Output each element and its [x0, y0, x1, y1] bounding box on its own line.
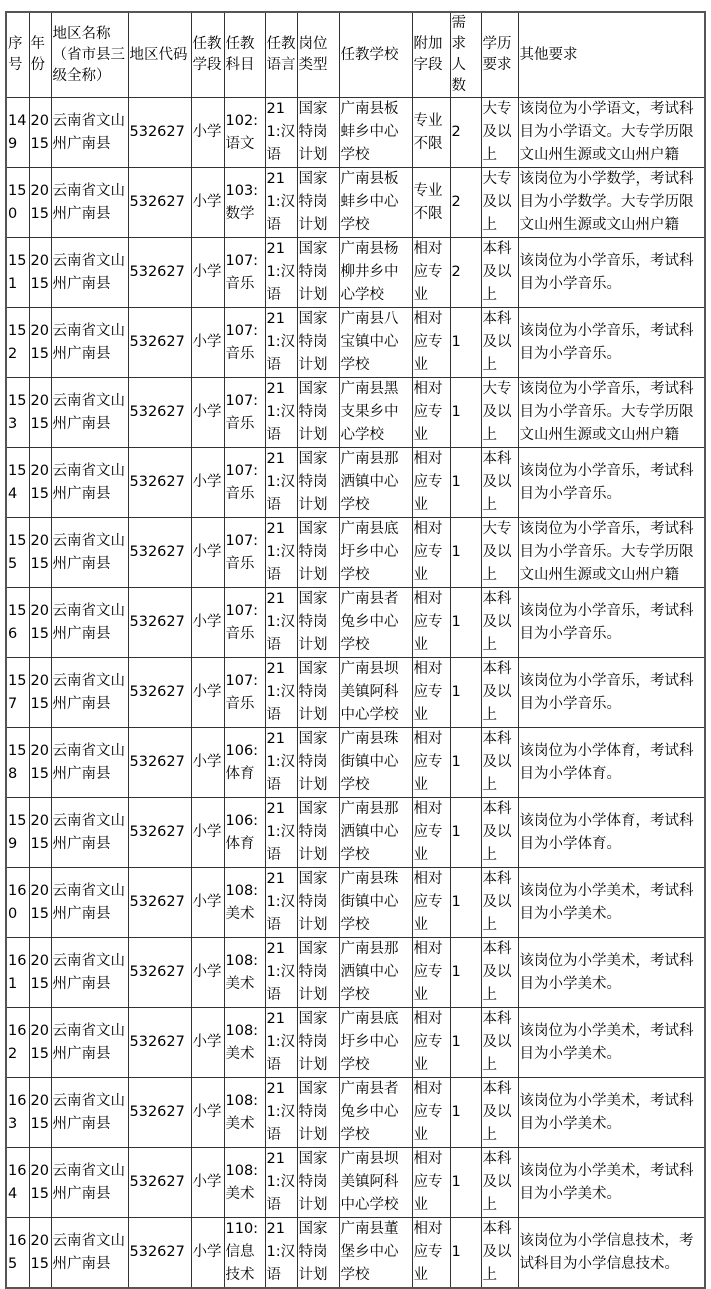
cell-year: 2015 [29, 1078, 51, 1148]
cell-stage: 小学 [191, 1218, 224, 1289]
cell-extra-field: 专业不限 [412, 168, 450, 238]
cell-language: 211:汉语 [265, 1148, 297, 1218]
cell-subject: 108:美术 [224, 938, 265, 1008]
cell-post-type: 国家特岗计划 [297, 518, 339, 588]
cell-region-name: 云南省文山州广南县 [51, 1148, 128, 1218]
header-seq: 序号 [6, 12, 29, 98]
cell-language: 211:汉语 [265, 1078, 297, 1148]
cell-year: 2015 [29, 1218, 51, 1289]
cell-headcount: 2 [450, 168, 481, 238]
header-other-requirements: 其他要求 [518, 12, 705, 98]
table-body [6, 12, 705, 1288]
cell-headcount: 1 [450, 378, 481, 448]
cell-language: 211:汉语 [265, 798, 297, 868]
header-school: 任教学校 [339, 12, 412, 98]
cell-extra-field: 相对应专业 [412, 868, 450, 938]
cell-post-type: 国家特岗计划 [297, 938, 339, 1008]
cell-language: 211:汉语 [265, 308, 297, 378]
cell-region-name: 云南省文山州广南县 [51, 868, 128, 938]
cell-other-requirements: 该岗位为小学美术，考试科目为小学美术。 [518, 1008, 705, 1078]
cell-education: 本科及以上 [481, 938, 518, 1008]
cell-language: 211:汉语 [265, 168, 297, 238]
table-row [6, 588, 705, 658]
cell-language: 211:汉语 [265, 448, 297, 518]
cell-seq: 153 [6, 378, 29, 448]
cell-post-type: 国家特岗计划 [297, 658, 339, 728]
header-headcount: 需求人数 [450, 12, 481, 98]
cell-headcount: 1 [450, 798, 481, 868]
table-row [6, 868, 705, 938]
cell-region-name: 云南省文山州广南县 [51, 518, 128, 588]
cell-other-requirements: 该岗位为小学音乐，考试科目为小学音乐。 [518, 658, 705, 728]
cell-year: 2015 [29, 1148, 51, 1218]
cell-language: 211:汉语 [265, 658, 297, 728]
table-row [6, 168, 705, 238]
cell-headcount: 1 [450, 728, 481, 798]
cell-subject: 107:音乐 [224, 238, 265, 308]
cell-education: 大专及以上 [481, 378, 518, 448]
cell-education: 大专及以上 [481, 168, 518, 238]
cell-stage: 小学 [191, 518, 224, 588]
table-row [6, 378, 705, 448]
cell-stage: 小学 [191, 728, 224, 798]
cell-seq: 158 [6, 728, 29, 798]
cell-subject: 108:美术 [224, 1078, 265, 1148]
cell-seq: 159 [6, 798, 29, 868]
cell-region-name: 云南省文山州广南县 [51, 1008, 128, 1078]
cell-stage: 小学 [191, 798, 224, 868]
cell-post-type: 国家特岗计划 [297, 238, 339, 308]
cell-subject: 107:音乐 [224, 588, 265, 658]
cell-extra-field: 专业不限 [412, 98, 450, 168]
cell-seq: 164 [6, 1148, 29, 1218]
cell-year: 2015 [29, 168, 51, 238]
cell-language: 211:汉语 [265, 728, 297, 798]
cell-seq: 157 [6, 658, 29, 728]
cell-headcount: 2 [450, 238, 481, 308]
cell-stage: 小学 [191, 168, 224, 238]
cell-subject: 103:数学 [224, 168, 265, 238]
cell-headcount: 1 [450, 1148, 481, 1218]
cell-school: 广南县珠街镇中心学校 [339, 868, 412, 938]
header-post-type: 岗位类型 [297, 12, 339, 98]
header-region-code: 地区代码 [128, 12, 191, 98]
cell-headcount: 1 [450, 448, 481, 518]
cell-school: 广南县者兔乡中心学校 [339, 1078, 412, 1148]
cell-region-name: 云南省文山州广南县 [51, 168, 128, 238]
cell-year: 2015 [29, 1008, 51, 1078]
cell-region-code: 532627 [128, 98, 191, 168]
cell-region-name: 云南省文山州广南县 [51, 1218, 128, 1289]
cell-post-type: 国家特岗计划 [297, 798, 339, 868]
cell-region-name: 云南省文山州广南县 [51, 658, 128, 728]
cell-other-requirements: 该岗位为小学音乐，考试科目为小学音乐。 [518, 448, 705, 518]
cell-extra-field: 相对应专业 [412, 238, 450, 308]
cell-school: 广南县黑支果乡中心学校 [339, 378, 412, 448]
table-row [6, 798, 705, 868]
cell-year: 2015 [29, 378, 51, 448]
cell-education: 本科及以上 [481, 448, 518, 518]
cell-post-type: 国家特岗计划 [297, 1148, 339, 1218]
cell-extra-field: 相对应专业 [412, 798, 450, 868]
cell-school: 广南县坝美镇阿科中心学校 [339, 658, 412, 728]
cell-other-requirements: 该岗位为小学音乐，考试科目为小学音乐。大专学历限文山州生源或文山州户籍 [518, 518, 705, 588]
cell-education: 本科及以上 [481, 1078, 518, 1148]
table-row [6, 658, 705, 728]
cell-subject: 107:音乐 [224, 658, 265, 728]
cell-school: 广南县杨柳井乡中心学校 [339, 238, 412, 308]
cell-stage: 小学 [191, 1008, 224, 1078]
cell-year: 2015 [29, 588, 51, 658]
table-row [6, 938, 705, 1008]
cell-seq: 154 [6, 448, 29, 518]
cell-seq: 149 [6, 98, 29, 168]
cell-extra-field: 相对应专业 [412, 308, 450, 378]
cell-stage: 小学 [191, 588, 224, 658]
cell-region-code: 532627 [128, 518, 191, 588]
cell-year: 2015 [29, 868, 51, 938]
cell-school: 广南县董堡乡中心学校 [339, 1218, 412, 1289]
cell-seq: 163 [6, 1078, 29, 1148]
cell-region-name: 云南省文山州广南县 [51, 938, 128, 1008]
cell-other-requirements: 该岗位为小学音乐，考试科目为小学音乐。 [518, 238, 705, 308]
cell-region-name: 云南省文山州广南县 [51, 98, 128, 168]
cell-post-type: 国家特岗计划 [297, 868, 339, 938]
cell-seq: 155 [6, 518, 29, 588]
cell-region-code: 532627 [128, 168, 191, 238]
cell-post-type: 国家特岗计划 [297, 378, 339, 448]
cell-education: 本科及以上 [481, 1008, 518, 1078]
cell-seq: 150 [6, 168, 29, 238]
header-education: 学历要求 [481, 12, 518, 98]
cell-language: 211:汉语 [265, 238, 297, 308]
cell-headcount: 1 [450, 588, 481, 658]
cell-region-code: 532627 [128, 1008, 191, 1078]
cell-region-code: 532627 [128, 378, 191, 448]
header-year: 年份 [29, 12, 51, 98]
cell-year: 2015 [29, 448, 51, 518]
cell-headcount: 1 [450, 308, 481, 378]
cell-education: 本科及以上 [481, 728, 518, 798]
cell-school: 广南县坝美镇阿科中心学校 [339, 1148, 412, 1218]
cell-subject: 108:美术 [224, 868, 265, 938]
cell-education: 本科及以上 [481, 798, 518, 868]
cell-region-code: 532627 [128, 1148, 191, 1218]
cell-language: 211:汉语 [265, 378, 297, 448]
cell-subject: 107:音乐 [224, 518, 265, 588]
cell-school: 广南县那洒镇中心学校 [339, 938, 412, 1008]
cell-extra-field: 相对应专业 [412, 1218, 450, 1289]
cell-year: 2015 [29, 798, 51, 868]
cell-education: 本科及以上 [481, 868, 518, 938]
cell-seq: 151 [6, 238, 29, 308]
cell-other-requirements: 该岗位为小学美术，考试科目为小学美术。 [518, 938, 705, 1008]
cell-education: 大专及以上 [481, 98, 518, 168]
cell-other-requirements: 该岗位为小学音乐，考试科目为小学音乐。大专学历限文山州生源或文山州户籍 [518, 378, 705, 448]
cell-region-code: 532627 [128, 308, 191, 378]
cell-post-type: 国家特岗计划 [297, 308, 339, 378]
cell-extra-field: 相对应专业 [412, 1008, 450, 1078]
cell-education: 大专及以上 [481, 518, 518, 588]
cell-region-name: 云南省文山州广南县 [51, 728, 128, 798]
cell-region-code: 532627 [128, 658, 191, 728]
cell-post-type: 国家特岗计划 [297, 1218, 339, 1289]
cell-language: 211:汉语 [265, 868, 297, 938]
recruitment-table [5, 11, 706, 1289]
cell-region-name: 云南省文山州广南县 [51, 448, 128, 518]
cell-education: 本科及以上 [481, 658, 518, 728]
cell-school: 广南县者兔乡中心学校 [339, 588, 412, 658]
cell-seq: 156 [6, 588, 29, 658]
cell-subject: 108:美术 [224, 1008, 265, 1078]
table-row [6, 448, 705, 518]
cell-region-code: 532627 [128, 1218, 191, 1289]
cell-extra-field: 相对应专业 [412, 1148, 450, 1218]
cell-region-code: 532627 [128, 938, 191, 1008]
cell-other-requirements: 该岗位为小学体育，考试科目为小学体育。 [518, 798, 705, 868]
cell-stage: 小学 [191, 938, 224, 1008]
table-row [6, 1008, 705, 1078]
table-row [6, 238, 705, 308]
cell-other-requirements: 该岗位为小学信息技术，考试科目为小学信息技术。 [518, 1218, 705, 1289]
cell-stage: 小学 [191, 658, 224, 728]
cell-subject: 110:信息技术 [224, 1218, 265, 1289]
cell-language: 211:汉语 [265, 1008, 297, 1078]
cell-extra-field: 相对应专业 [412, 518, 450, 588]
cell-region-code: 532627 [128, 238, 191, 308]
cell-region-name: 云南省文山州广南县 [51, 378, 128, 448]
cell-education: 本科及以上 [481, 588, 518, 658]
cell-year: 2015 [29, 98, 51, 168]
cell-extra-field: 相对应专业 [412, 658, 450, 728]
cell-region-code: 532627 [128, 868, 191, 938]
cell-seq: 165 [6, 1218, 29, 1289]
cell-year: 2015 [29, 518, 51, 588]
cell-region-name: 云南省文山州广南县 [51, 588, 128, 658]
table-row [6, 1148, 705, 1218]
cell-headcount: 1 [450, 1008, 481, 1078]
cell-seq: 160 [6, 868, 29, 938]
table-row [6, 1078, 705, 1148]
cell-school: 广南县珠街镇中心学校 [339, 728, 412, 798]
cell-other-requirements: 该岗位为小学语文，考试科目为小学语文。大专学历限文山州生源或文山州户籍 [518, 98, 705, 168]
cell-other-requirements: 该岗位为小学数学，考试科目为小学数学。大专学历限文山州生源或文山州户籍 [518, 168, 705, 238]
cell-headcount: 2 [450, 98, 481, 168]
cell-stage: 小学 [191, 238, 224, 308]
cell-other-requirements: 该岗位为小学美术，考试科目为小学美术。 [518, 1078, 705, 1148]
cell-education: 本科及以上 [481, 1148, 518, 1218]
cell-stage: 小学 [191, 98, 224, 168]
cell-school: 广南县八宝镇中心学校 [339, 308, 412, 378]
cell-education: 本科及以上 [481, 308, 518, 378]
cell-other-requirements: 该岗位为小学美术，考试科目为小学美术。 [518, 1148, 705, 1218]
cell-year: 2015 [29, 658, 51, 728]
cell-extra-field: 相对应专业 [412, 938, 450, 1008]
cell-region-code: 532627 [128, 1078, 191, 1148]
cell-region-code: 532627 [128, 448, 191, 518]
cell-stage: 小学 [191, 868, 224, 938]
cell-language: 211:汉语 [265, 588, 297, 658]
cell-headcount: 1 [450, 1218, 481, 1289]
cell-headcount: 1 [450, 868, 481, 938]
cell-year: 2015 [29, 238, 51, 308]
cell-stage: 小学 [191, 448, 224, 518]
cell-school: 广南县底圩乡中心学校 [339, 518, 412, 588]
cell-region-code: 532627 [128, 588, 191, 658]
cell-school: 广南县那洒镇中心学校 [339, 798, 412, 868]
cell-subject: 106:体育 [224, 798, 265, 868]
cell-region-code: 532627 [128, 728, 191, 798]
cell-headcount: 1 [450, 938, 481, 1008]
cell-post-type: 国家特岗计划 [297, 728, 339, 798]
header-extra-field: 附加字段 [412, 12, 450, 98]
cell-language: 211:汉语 [265, 98, 297, 168]
table-row [6, 518, 705, 588]
cell-post-type: 国家特岗计划 [297, 98, 339, 168]
header-language: 任教语言 [265, 12, 297, 98]
cell-school: 广南县板蚌乡中心学校 [339, 168, 412, 238]
header-region-name: 地区名称（省市县三级全称） [51, 12, 128, 98]
cell-seq: 162 [6, 1008, 29, 1078]
cell-extra-field: 相对应专业 [412, 588, 450, 658]
cell-education: 本科及以上 [481, 238, 518, 308]
cell-language: 211:汉语 [265, 1218, 297, 1289]
cell-subject: 107:音乐 [224, 308, 265, 378]
cell-subject: 107:音乐 [224, 448, 265, 518]
table-row [6, 98, 705, 168]
cell-post-type: 国家特岗计划 [297, 1008, 339, 1078]
cell-post-type: 国家特岗计划 [297, 168, 339, 238]
cell-stage: 小学 [191, 1148, 224, 1218]
table-header-row [6, 12, 705, 98]
cell-region-name: 云南省文山州广南县 [51, 798, 128, 868]
cell-region-name: 云南省文山州广南县 [51, 1078, 128, 1148]
cell-extra-field: 相对应专业 [412, 728, 450, 798]
cell-extra-field: 相对应专业 [412, 378, 450, 448]
cell-region-name: 云南省文山州广南县 [51, 308, 128, 378]
table-row [6, 308, 705, 378]
cell-post-type: 国家特岗计划 [297, 1078, 339, 1148]
cell-language: 211:汉语 [265, 518, 297, 588]
header-subject: 任教科目 [224, 12, 265, 98]
cell-region-code: 532627 [128, 798, 191, 868]
cell-seq: 152 [6, 308, 29, 378]
cell-extra-field: 相对应专业 [412, 448, 450, 518]
cell-post-type: 国家特岗计划 [297, 448, 339, 518]
cell-school: 广南县板蚌乡中心学校 [339, 98, 412, 168]
cell-year: 2015 [29, 308, 51, 378]
cell-subject: 107:音乐 [224, 378, 265, 448]
table-row [6, 1218, 705, 1289]
cell-subject: 106:体育 [224, 728, 265, 798]
cell-extra-field: 相对应专业 [412, 1078, 450, 1148]
cell-post-type: 国家特岗计划 [297, 588, 339, 658]
cell-stage: 小学 [191, 1078, 224, 1148]
cell-education: 本科及以上 [481, 1218, 518, 1289]
cell-seq: 161 [6, 938, 29, 1008]
cell-other-requirements: 该岗位为小学音乐，考试科目为小学音乐。 [518, 308, 705, 378]
cell-headcount: 1 [450, 518, 481, 588]
cell-year: 2015 [29, 938, 51, 1008]
table-row [6, 728, 705, 798]
cell-stage: 小学 [191, 378, 224, 448]
cell-headcount: 1 [450, 658, 481, 728]
cell-subject: 108:美术 [224, 1148, 265, 1218]
cell-language: 211:汉语 [265, 938, 297, 1008]
cell-school: 广南县那洒镇中心学校 [339, 448, 412, 518]
cell-subject: 102:语文 [224, 98, 265, 168]
cell-other-requirements: 该岗位为小学体育，考试科目为小学体育。 [518, 728, 705, 798]
cell-other-requirements: 该岗位为小学美术，考试科目为小学美术。 [518, 868, 705, 938]
cell-headcount: 1 [450, 1078, 481, 1148]
cell-school: 广南县底圩乡中心学校 [339, 1008, 412, 1078]
cell-stage: 小学 [191, 308, 224, 378]
cell-region-name: 云南省文山州广南县 [51, 238, 128, 308]
header-stage: 任教学段 [191, 12, 224, 98]
cell-other-requirements: 该岗位为小学音乐，考试科目为小学音乐。 [518, 588, 705, 658]
cell-year: 2015 [29, 728, 51, 798]
